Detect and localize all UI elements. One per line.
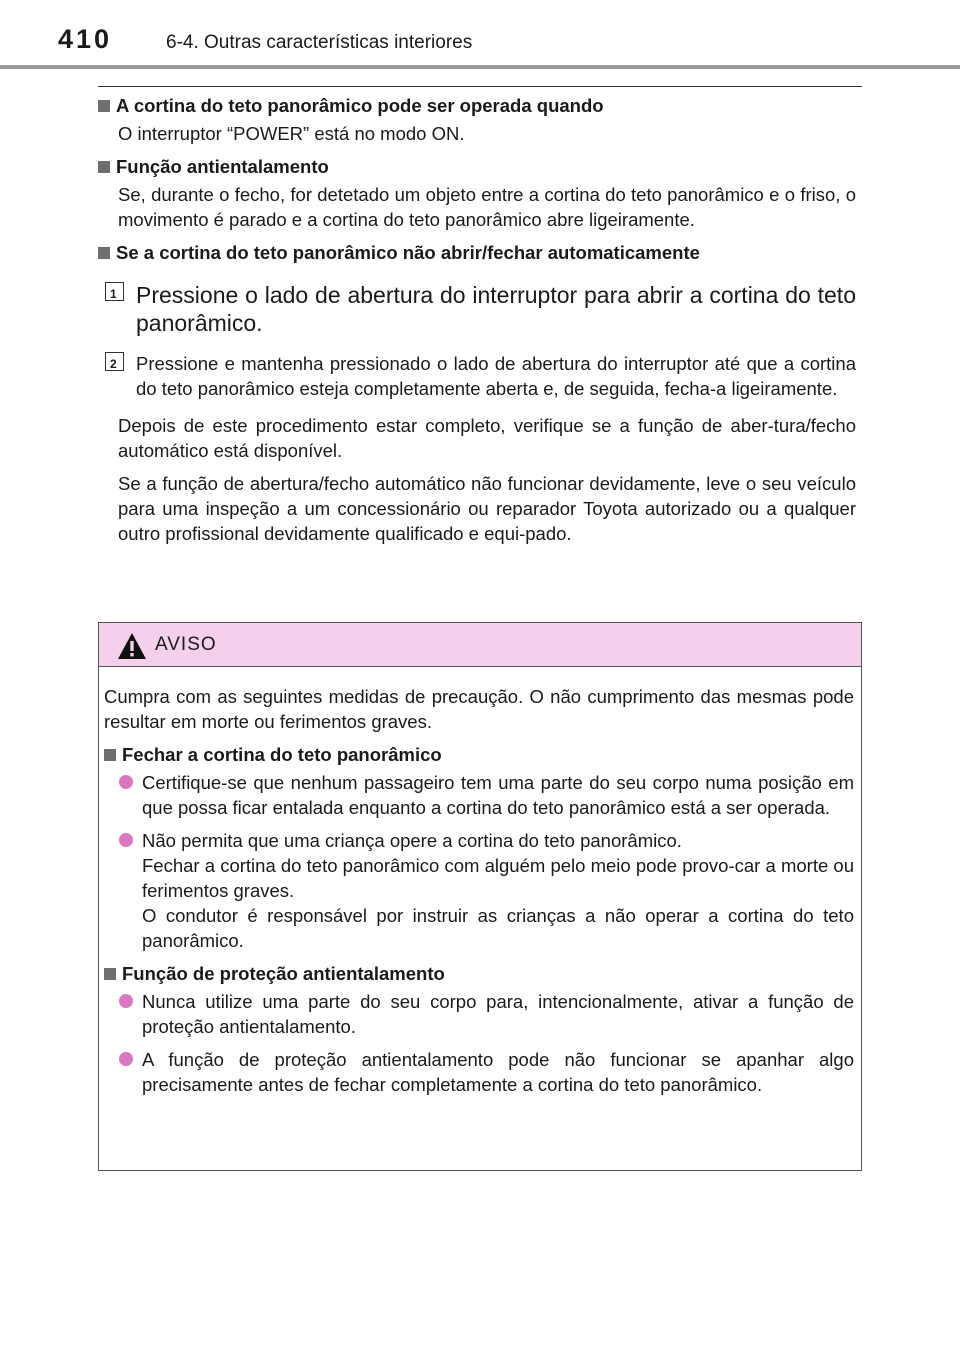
section-heading [98, 93, 856, 118]
paragraph: Se, durante o fecho, for detetado um objeto entre a cortina do teto panorâmico e o friso, o movimento é parado e a cortina do teto panorâmico abre ligeiramente. [118, 184, 856, 230]
list-item [142, 770, 854, 820]
round-bullet-icon [119, 833, 133, 847]
warning-section-heading [104, 961, 854, 986]
list-item-text: Certifique-se que nenhum passageiro tem uma parte do seu corpo numa posição em que possa ficar entalada enquanto a cortina do teto panorâmico está a ser operada. [142, 772, 854, 818]
warning-intro: Cumpra com as seguintes medidas de precaução. O não cumprimento das mesmas pode resultar em morte ou ferimentos graves. [104, 686, 854, 732]
paragraph: Depois de este procedimento estar completo, verifique se a função de aber-tura/fecho automático está disponível. [118, 415, 856, 461]
step-text: Pressione e mantenha pressionado o lado de abertura do interruptor até que a cortina do teto panorâmico esteja completamente aberta e, de seguida, fecha-a ligeiramente. [136, 353, 856, 399]
round-bullet-icon [119, 1052, 133, 1066]
step-1 [110, 281, 856, 337]
page-number: 410 [58, 24, 113, 54]
round-bullet-icon [119, 775, 133, 789]
list-item [142, 989, 854, 1039]
square-bullet-icon [98, 161, 110, 173]
list-item-text: Nunca utilize uma parte do seu corpo para, intencionalmente, ativar a função de proteção antientalamento. [142, 991, 854, 1037]
section-title: 6-4. Outras características interiores [166, 32, 473, 53]
header-rule [0, 65, 960, 69]
warning-title: AVISO [155, 634, 217, 655]
section-heading [98, 240, 856, 265]
heading-text: Função antientalamento [116, 156, 329, 177]
square-bullet-icon [98, 100, 110, 112]
step-number-badge: 1 [105, 282, 124, 301]
warning-box [98, 622, 862, 1171]
content-divider [98, 86, 862, 87]
list-item [142, 1047, 854, 1097]
warning-triangle-icon [117, 632, 147, 660]
warning-header [99, 623, 861, 667]
warning-section-heading [104, 742, 854, 767]
list-item-text: Não permita que uma criança opere a cortina do teto panorâmico. [142, 830, 682, 851]
warning-body [104, 684, 854, 1105]
paragraph: Se a função de abertura/fecho automático não funcionar devidamente, leve o seu veículo para uma inspeção a um concessionário ou reparador Toyota autorizado ou a qualquer outro profissional devidamente qualificado e equi-pado. [118, 473, 856, 544]
step-number-badge: 2 [105, 352, 124, 371]
list-item [142, 828, 854, 953]
page-header [0, 0, 960, 72]
heading-text: Se a cortina do teto panorâmico não abrir/fechar automaticamente [116, 242, 700, 263]
section-heading [98, 154, 856, 179]
square-bullet-icon [104, 968, 116, 980]
heading-text: Fechar a cortina do teto panorâmico [122, 744, 442, 765]
heading-text: A cortina do teto panorâmico pode ser operada quando [116, 95, 604, 116]
step-2 [110, 351, 856, 401]
list-item-text: O condutor é responsável por instruir as crianças a não operar a cortina do teto panorâmico. [142, 905, 854, 951]
square-bullet-icon [104, 749, 116, 761]
main-content [98, 93, 856, 554]
round-bullet-icon [119, 994, 133, 1008]
list-item-text: Fechar a cortina do teto panorâmico com alguém pelo meio pode provo-car a morte ou ferimentos graves. [142, 855, 854, 901]
list-item-text: A função de proteção antientalamento pode não funcionar se apanhar algo precisamente antes de fechar completamente a cortina do teto panorâmico. [142, 1049, 854, 1095]
step-text: Pressione o lado de abertura do interruptor para abrir a cortina do teto panorâmico. [136, 282, 856, 336]
heading-text: Função de proteção antientalamento [122, 963, 445, 984]
square-bullet-icon [98, 247, 110, 259]
paragraph: O interruptor “POWER” está no modo ON. [118, 123, 465, 144]
